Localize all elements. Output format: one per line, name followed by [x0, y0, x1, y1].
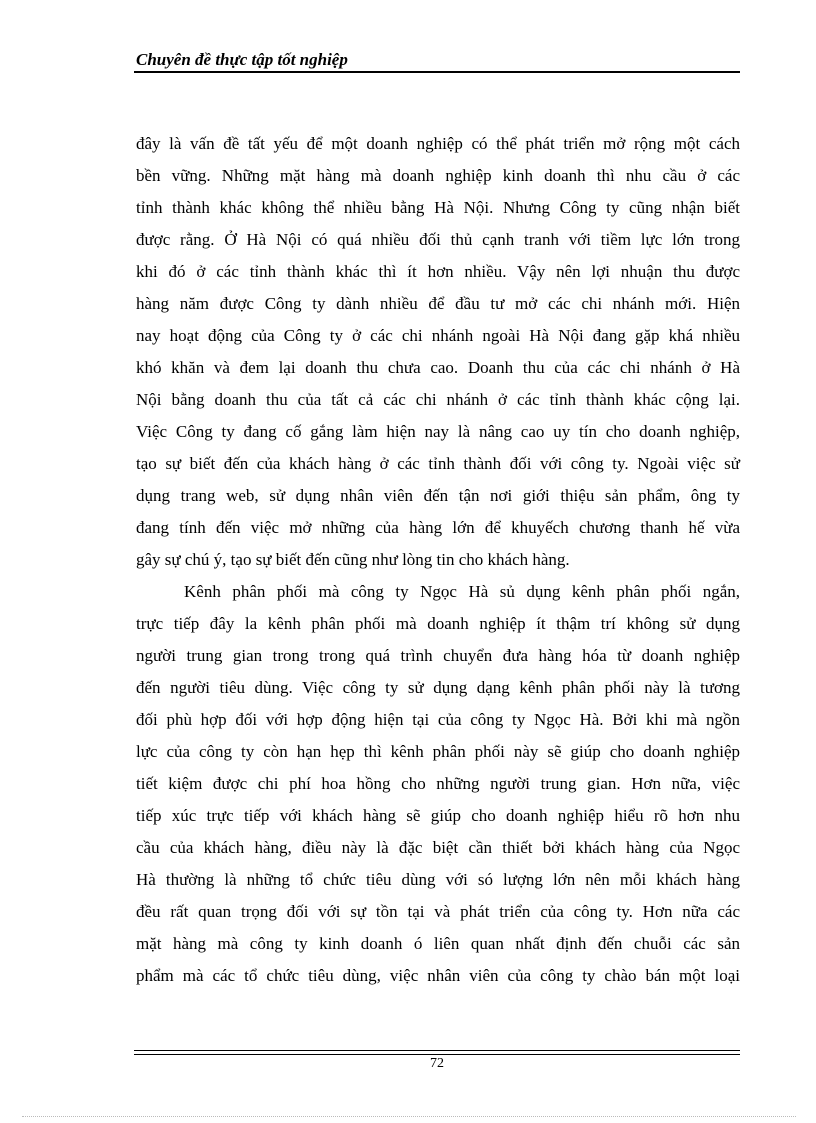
- text-line: tiếp xúc trực tiếp với khách hàng sẽ giúp cho doanh nghiệp hiểu rõ hơn nhu: [136, 806, 740, 825]
- text-line-indent: Kênh phân phối mà công ty Ngọc Hà sủ dụng kênh phân phối ngắn,: [184, 582, 740, 601]
- text-line: tiết kiệm được chi phí hoa hồng cho những người trung gian. Hơn nữa, việc: [136, 774, 740, 793]
- text-line: đều rất quan trọng đối với sự tồn tại và phát triển của công ty. Hơn nữa các: [136, 902, 740, 921]
- text-line: mặt hàng mà công ty kinh doanh ó liên quan nhất định đến chuỗi các sản: [136, 934, 740, 953]
- text-line: nay hoạt động của Công ty ở các chi nhánh ngoài Hà Nội đang gặp khá nhiều: [136, 326, 740, 345]
- page-edge-dotted-line: [22, 1116, 796, 1117]
- text-line: khó khăn và đem lại doanh thu chưa cao. Doanh thu của các chi nhánh ở Hà: [136, 358, 740, 377]
- text-line: lực của công ty còn hạn hẹp thì kênh phân phối này sẽ giúp cho doanh nghiệp: [136, 742, 740, 761]
- text-line: Hà thường là những tổ chức tiêu dùng với só lượng lớn nên mỗi khách hàng: [136, 870, 740, 889]
- header-rule: [134, 71, 740, 73]
- text-line: tỉnh thành khác không thể nhiều bằng Hà Nội. Nhưng Công ty cũng nhận biết: [136, 198, 740, 217]
- text-line: trực tiếp đây la kênh phân phối mà doanh nghiệp ít thậm trí không sử dụng: [136, 614, 740, 633]
- body-text: [136, 128, 740, 992]
- text-line: Nội bằng doanh thu của tất cả các chi nhánh ở các tỉnh thành khác cộng lại.: [136, 390, 740, 409]
- footer-rule-top: [134, 1050, 740, 1051]
- text-line: phẩm mà các tổ chức tiêu dùng, việc nhân viên của công ty chào bán một loại: [136, 966, 740, 985]
- text-line: đối phù hợp đối với hợp động hiện tại của công ty Ngọc Hà. Bởi khi mà ngồn: [136, 710, 740, 729]
- text-line: bền vững. Những mặt hàng mà doanh nghiệp kinh doanh thì nhu cầu ở các: [136, 166, 740, 185]
- text-line: dụng trang web, sử dụng nhân viên đến tận nơi giới thiệu sản phẩm, ông ty: [136, 486, 740, 505]
- page-header: [134, 48, 740, 74]
- text-line: được rằng. Ở Hà Nội có quá nhiều đối thủ cạnh tranh với tiềm lực lớn trong: [136, 230, 740, 249]
- text-line: cầu của khách hàng, điều này là đặc biệt cần thiết bởi khách hàng của Ngọc: [136, 838, 740, 857]
- text-line: hàng năm được Công ty dành nhiều để đầu tư mở các chi nhánh mới. Hiện: [136, 294, 740, 313]
- text-line: đến người tiêu dùng. Việc công ty sử dụng dạng kênh phân phối này là tương: [136, 678, 740, 697]
- text-line: đang tính đến việc mở những của hàng lớn để khuyếch chương thanh hế vừa: [136, 518, 740, 537]
- text-line: khi đó ở các tỉnh thành khác thì ít hơn nhiều. Vậy nên lợi nhuận thu được: [136, 262, 740, 281]
- text-line: Việc Công ty đang cố gắng làm hiện nay là nâng cao uy tín cho doanh nghiệp,: [136, 422, 740, 441]
- text-line: đây là vấn đề tất yếu để một doanh nghiệp có thể phát triển mở rộng một cách: [136, 134, 740, 153]
- page-number: 72: [430, 1056, 444, 1071]
- text-line: tạo sự biết đến của khách hàng ở các tỉnh thành đối với công ty. Ngoài việc sử: [136, 454, 740, 473]
- text-line: gây sự chú ý, tạo sự biết đến cũng như lòng tin cho khách hàng.: [136, 550, 570, 569]
- header-title: Chuyên đề thực tập tốt nghiệp: [136, 50, 348, 69]
- text-line: người trung gian trong trong quá trình chuyển đưa hàng hóa từ doanh nghiệp: [136, 646, 740, 665]
